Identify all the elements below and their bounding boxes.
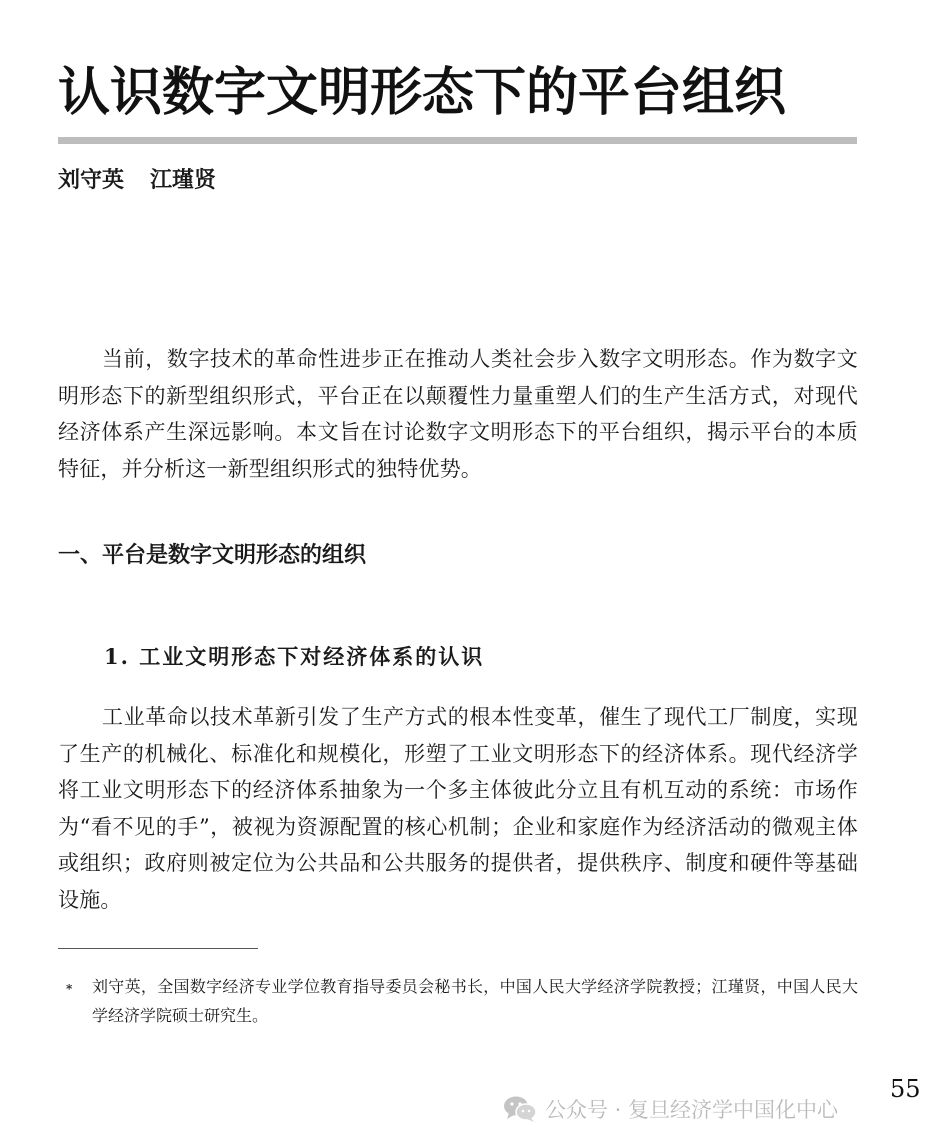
title-divider (58, 137, 857, 144)
watermark-text: 公众号 · 复旦经济学中国化中心 (545, 1098, 839, 1122)
section-heading: 一、平台是数字文明形态的组织 (58, 543, 367, 568)
author-name: 江瑾贤 (150, 168, 217, 193)
footnote-marker: * (66, 982, 73, 996)
article-title: 认识数字文明形态下的平台组织 (58, 63, 787, 123)
page-number: 55 (890, 1075, 921, 1103)
subsection-heading: 1. 工业文明形态下对经济体系的认识 (104, 644, 485, 669)
body-paragraph: 工业革命以技术革新引发了生产方式的根本性变革，催生了现代工厂制度，实现了生产的机械化、标准化和规模化，形塑了工业文明形态下的经济体系。现代经济学将工业文明形态下的经济体系抽象为一个多主体彼此分立且有机互动的系统：市场作为“看不见的手”，被视为资源配置的核心机制；企业和家庭作为经济活动的微观主体或组织；政府则被定位为公共品和公共服务的提供者，提供秩序、制度和硬件等基础设施。 (58, 705, 858, 912)
wechat-icon (503, 1095, 537, 1123)
author-name: 刘守英 (58, 168, 125, 193)
author-list (58, 165, 216, 197)
intro-paragraph: 当前，数字技术的革命性进步正在推动人类社会步入数字文明形态。作为数字文明形态下的新型组织形式，平台正在以颠覆性力量重塑人们的生产生活方式，对现代经济体系产生深远影响。本文旨在讨论数字文明形态下的平台组织，揭示平台的本质特征，并分析这一新型组织形式的独特优势。 (58, 347, 858, 481)
footnote-divider (58, 948, 258, 949)
footnote (58, 972, 858, 1030)
watermark (503, 1092, 838, 1126)
footnote-text: 刘守英，全国数字经济专业学位教育指导委员会秘书长，中国人民大学经济学院教授；江瑾贤，中国人民大学经济学院硕士研究生。 (92, 977, 858, 1025)
